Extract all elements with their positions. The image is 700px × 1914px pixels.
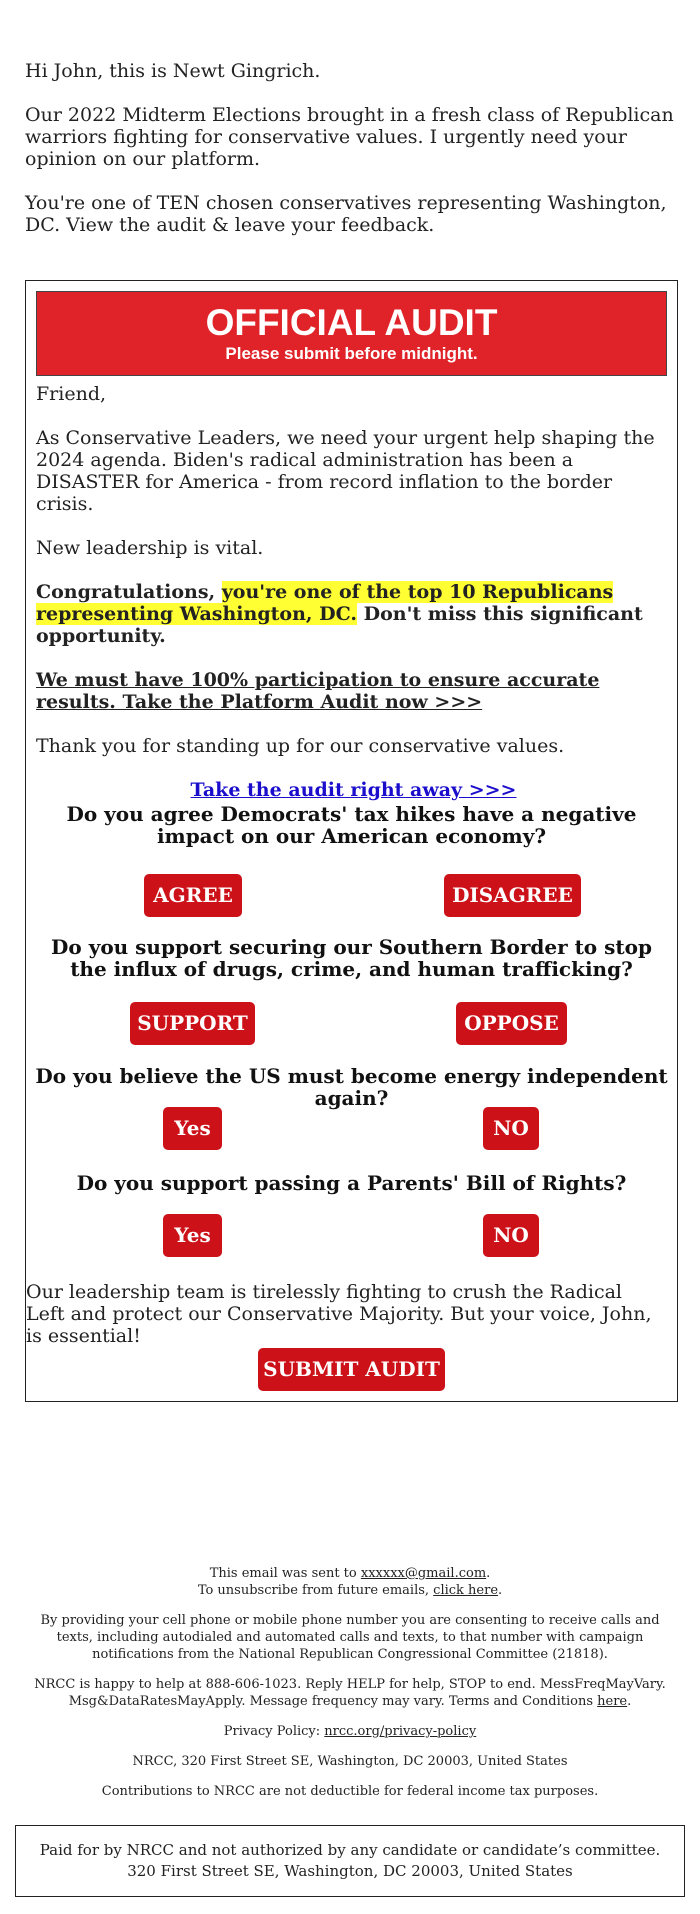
audit-box [25, 280, 678, 1402]
official-audit-banner[interactable] [36, 291, 667, 376]
privacy-policy-link[interactable]: nrcc.org/privacy-policy [324, 1724, 477, 1739]
banner-subtitle: Please submit before midnight. [225, 344, 478, 363]
audit-body [36, 383, 671, 823]
banner-title: OFFICIAL AUDIT [205, 302, 498, 343]
oppose-button[interactable]: OPPOSE [456, 1002, 567, 1045]
take-audit-link[interactable]: Take the audit right away >>> [190, 779, 517, 801]
parents-no-button[interactable]: NO [483, 1214, 539, 1257]
congrats-lead: Congratulations, [36, 581, 222, 603]
footer-sent-info [25, 1565, 675, 1599]
agree-button[interactable]: AGREE [144, 874, 242, 917]
greeting: Hi John, this is Newt Gingrich. [25, 60, 321, 82]
intro-paragraph: You're one of TEN chosen conservatives representing Washington, DC. View the audit & leave your feedback. [25, 192, 667, 236]
recipient-email-link[interactable]: xxxxxx@gmail.com [360, 1566, 487, 1581]
parents-yes-button[interactable]: Yes [163, 1214, 222, 1257]
question-tax: Do you agree Democrats' tax hikes have a negative impact on our American economy? [66, 802, 637, 848]
submit-audit-button[interactable]: SUBMIT AUDIT [258, 1348, 445, 1391]
paid-for-disclaimer: Paid for by NRCC and not authorized by any candidate or candidate’s committee. 320 First Street SE, Washington, DC 20003, United States [15, 1825, 685, 1897]
closing-paragraph: Our leadership team is tirelessly fighting to crush the Radical Left and protect our Conservative Majority. But your voice, John, is essential! [26, 1281, 652, 1347]
footer-help-suffix: . [627, 1694, 632, 1709]
body-paragraph: As Conservative Leaders, we need your urgent help shaping the 2024 agenda. Biden's radical administration has been a DISASTER for America - from record inflation to the border crisis. [36, 427, 655, 515]
question-parents-rights: Do you support passing a Parents' Bill of Rights? [76, 1171, 627, 1195]
disagree-button[interactable]: DISAGREE [444, 874, 581, 917]
question-border: Do you support securing our Southern Border to stop the influx of drugs, crime, and human trafficking? [51, 935, 652, 981]
footer [25, 1565, 675, 1813]
energy-no-button[interactable]: NO [483, 1107, 539, 1150]
congrats-tail: Don't miss this significant opportunity. [36, 603, 643, 647]
footer-help [25, 1676, 675, 1710]
congrats-paragraph [36, 581, 671, 647]
salutation: Friend, [36, 383, 107, 405]
footer-privacy [25, 1723, 675, 1740]
footer-tax-note: Contributions to NRCC are not deductible for federal income tax purposes. [101, 1784, 599, 1799]
footer-unsub-suffix: . [498, 1583, 503, 1598]
footer-privacy-prefix: Privacy Policy: [223, 1724, 325, 1739]
thanks-paragraph: Thank you for standing up for our conservative values. [36, 735, 565, 757]
question-energy: Do you believe the US must become energy independent again? [35, 1064, 668, 1110]
intro-paragraph: Our 2022 Midterm Elections brought in a fresh class of Republican warriors fighting for conservative values. I urgently need your opinion on our platform. [25, 104, 674, 170]
footer-sent-suffix: . [486, 1566, 491, 1581]
energy-yes-button[interactable]: Yes [163, 1107, 222, 1150]
footer-help-text: NRCC is happy to help at 888-606-1023. Reply HELP for help, STOP to end. MessFreqMayVary. Msg&DataRatesMayApply. Message frequency may vary. Terms and Conditions [34, 1677, 666, 1709]
footer-sent-prefix: This email was sent to [209, 1566, 361, 1581]
congrats-highlight: you're one of the top 10 Republicans representing Washington, DC. [36, 581, 614, 625]
body-paragraph: New leadership is vital. [36, 537, 264, 559]
intro-section [25, 60, 675, 258]
support-button[interactable]: SUPPORT [130, 1002, 255, 1045]
footer-address: NRCC, 320 First Street SE, Washington, DC 20003, United States [132, 1754, 568, 1769]
unsubscribe-link[interactable]: click here [433, 1583, 499, 1598]
terms-link[interactable]: here [597, 1694, 628, 1709]
participation-link[interactable]: We must have 100% participation to ensure accurate results. Take the Platform Audit now >>> [36, 669, 600, 713]
footer-unsub-prefix: To unsubscribe from future emails, [197, 1583, 434, 1598]
footer-consent: By providing your cell phone or mobile phone number you are consenting to receive calls and texts, including autodialed and automated calls and texts, to that number with campaign notifications from the National Republican Congressional Committee (21818). [40, 1613, 660, 1662]
audit-link-wrapper [36, 779, 671, 801]
